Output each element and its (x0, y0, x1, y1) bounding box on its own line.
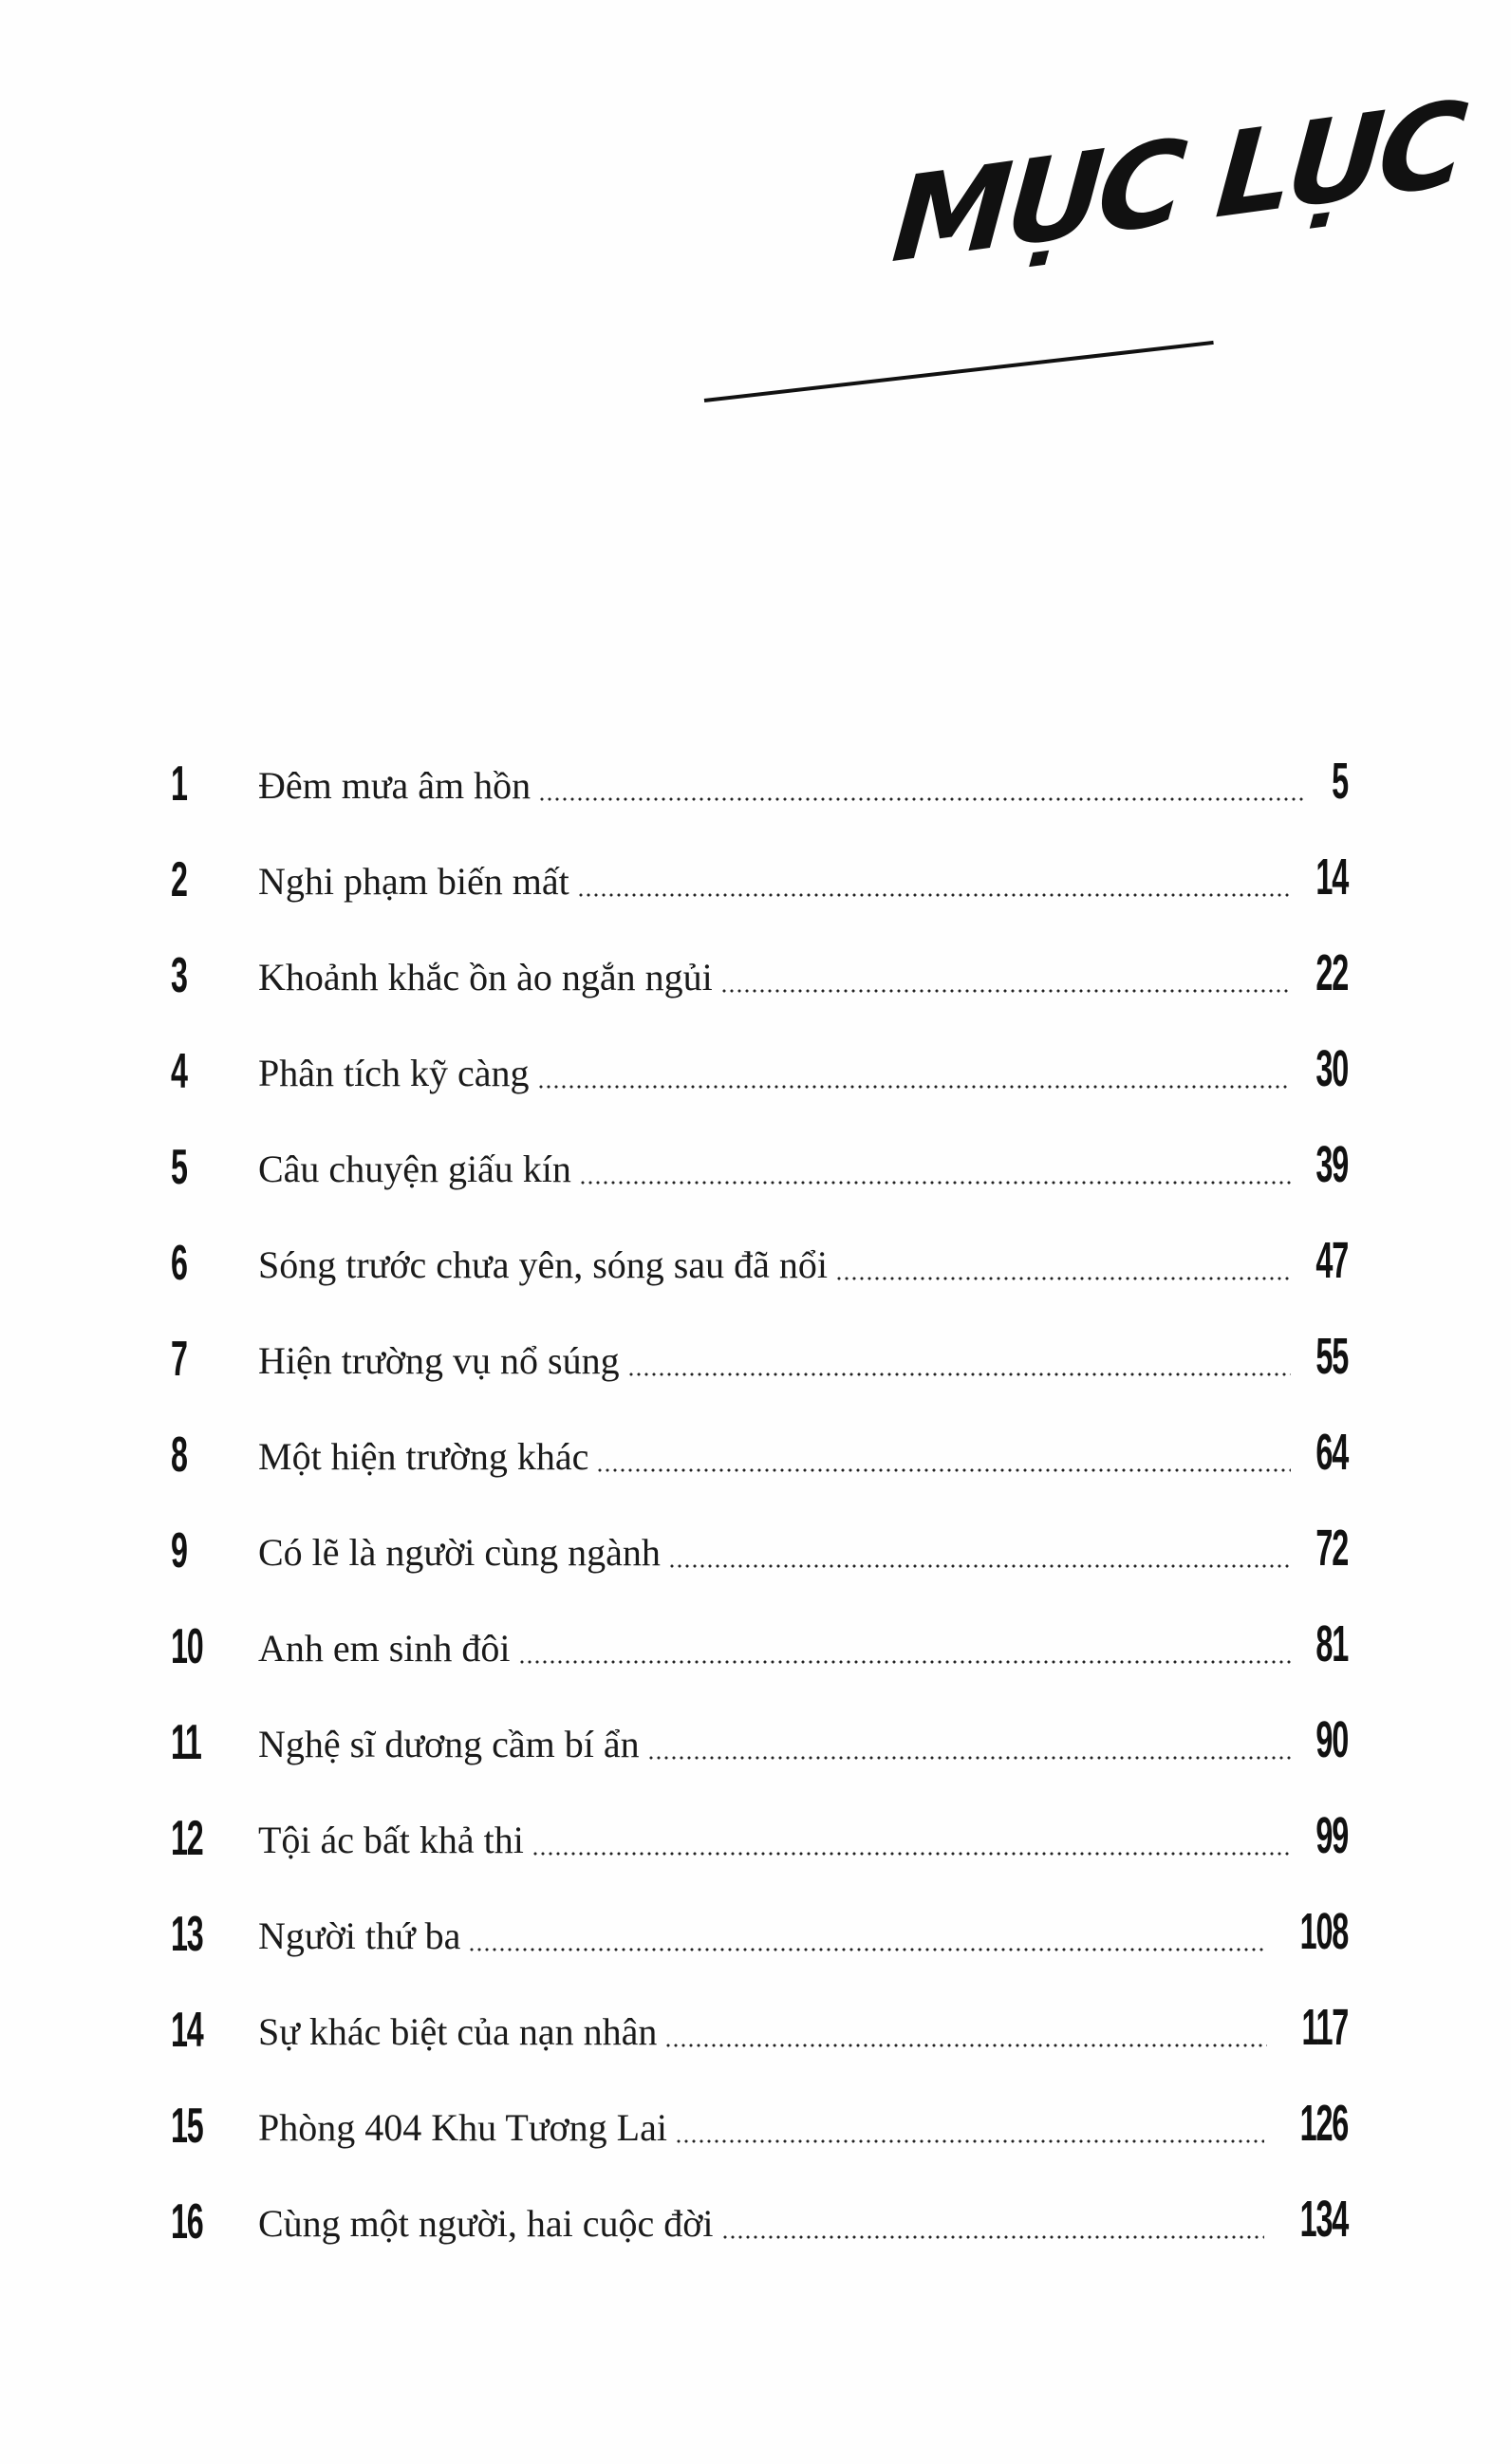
dot-leader (596, 1468, 1291, 1472)
chapter-number: 2 (171, 852, 187, 907)
page-number: 90 (1315, 1711, 1348, 1768)
toc-entry-16 (171, 2155, 1348, 2250)
page-number: 64 (1315, 1424, 1348, 1481)
chapter-title: Đêm mưa âm hồn (258, 764, 532, 807)
toc-entry-3 (171, 908, 1348, 1004)
dot-leader (835, 1277, 1291, 1280)
dot-leader (532, 1852, 1291, 1856)
chapter-number: 12 (171, 1811, 203, 1866)
dot-leader (468, 1948, 1264, 1951)
chapter-number: 16 (171, 2194, 203, 2249)
chapter-title: Khoảnh khắc ồn ào ngắn ngủi (258, 956, 713, 999)
dot-leader (675, 2139, 1264, 2143)
page-number: 117 (1301, 1999, 1348, 2056)
toc-entry-9 (171, 1484, 1348, 1579)
toc-entry-4 (171, 1004, 1348, 1100)
page-number: 5 (1332, 753, 1348, 810)
page-number: 134 (1299, 2191, 1348, 2248)
page-number: 72 (1315, 1520, 1348, 1577)
chapter-title: Sóng trước chưa yên, sóng sau đã nổi (258, 1243, 828, 1286)
page-number: 55 (1315, 1328, 1348, 1385)
dot-leader (721, 2235, 1264, 2239)
dot-leader (579, 1181, 1291, 1185)
chapter-title: Anh em sinh đôi (258, 1627, 511, 1670)
chapter-title: Cùng một người, hai cuộc đời (258, 2202, 714, 2245)
page-number: 47 (1315, 1232, 1348, 1289)
chapter-title: Phòng 404 Khu Tương Lai (258, 2106, 667, 2149)
toc-entry-13 (171, 1867, 1348, 1963)
toc-entry-5 (171, 1100, 1348, 1196)
dot-leader (537, 1085, 1291, 1089)
chapter-number: 9 (171, 1523, 187, 1578)
chapter-number: 7 (171, 1332, 187, 1387)
chapter-title: Nghi phạm biến mất (258, 860, 569, 903)
chapter-number: 5 (171, 1140, 187, 1195)
toc-entry-1 (171, 717, 1348, 812)
dot-leader (664, 2044, 1266, 2047)
chapter-number: 14 (171, 2003, 203, 2058)
page-number: 30 (1315, 1040, 1348, 1097)
page-number: 99 (1315, 1807, 1348, 1864)
page-number: 39 (1315, 1136, 1348, 1193)
chapter-title: Một hiện trường khác (258, 1435, 589, 1478)
page-number: 108 (1299, 1903, 1348, 1960)
chapter-number: 10 (171, 1619, 203, 1674)
toc-entry-15 (171, 2059, 1348, 2155)
chapter-number: 11 (171, 1715, 201, 1770)
toc-entry-8 (171, 1388, 1348, 1484)
dot-leader (538, 797, 1306, 801)
page-number: 126 (1299, 2095, 1348, 2152)
page-number: 14 (1315, 849, 1348, 905)
chapter-title: Người thứ ba (258, 1914, 461, 1957)
chapter-number: 1 (171, 756, 187, 812)
dot-leader (668, 1564, 1291, 1568)
chapter-title: Có lẽ là người cùng ngành (258, 1531, 661, 1574)
chapter-number: 8 (171, 1428, 187, 1483)
toc-entry-10 (171, 1579, 1348, 1675)
chapter-title: Tội ác bất khả thi (258, 1819, 524, 1861)
chapter-title: Nghệ sĩ dương cầm bí ẩn (258, 1723, 640, 1765)
dot-leader (720, 989, 1291, 993)
page-title: MỤC LỤC (887, 76, 1466, 290)
chapter-title: Sự khác biệt của nạn nhân (258, 2010, 658, 2053)
chapter-title: Phân tích kỹ càng (258, 1052, 530, 1094)
chapter-title: Hiện trường vụ nổ súng (258, 1339, 620, 1382)
dot-leader (627, 1372, 1291, 1376)
toc-entry-2 (171, 812, 1348, 908)
table-of-contents (171, 717, 1348, 2250)
page-number: 22 (1315, 944, 1348, 1001)
dot-leader (647, 1756, 1291, 1760)
toc-entry-14 (171, 1963, 1348, 2059)
toc-entry-6 (171, 1196, 1348, 1292)
chapter-number: 4 (171, 1044, 187, 1099)
dot-leader (577, 893, 1291, 897)
toc-entry-7 (171, 1292, 1348, 1388)
chapter-number: 6 (171, 1236, 187, 1291)
toc-entry-12 (171, 1771, 1348, 1867)
chapter-number: 3 (171, 948, 187, 1003)
chapter-title: Câu chuyện giấu kín (258, 1148, 571, 1190)
chapter-number: 15 (171, 2099, 203, 2154)
toc-entry-11 (171, 1675, 1348, 1771)
dot-leader (518, 1660, 1291, 1664)
chapter-number: 13 (171, 1907, 203, 1962)
page-number: 81 (1315, 1615, 1348, 1672)
